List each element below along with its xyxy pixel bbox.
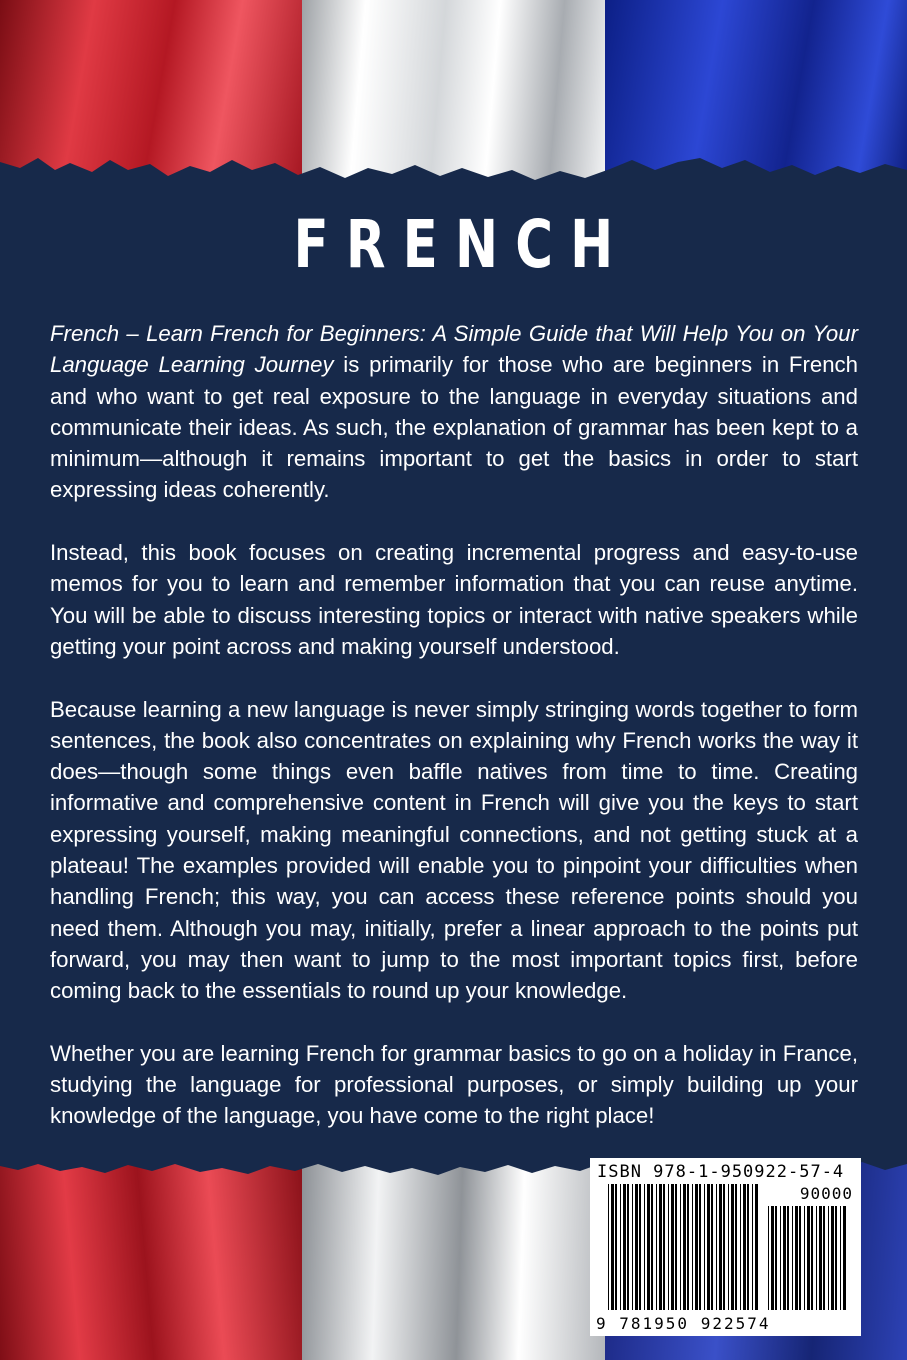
barcode-bar bbox=[728, 1184, 729, 1310]
barcode-bar bbox=[632, 1184, 633, 1310]
paragraph-1-text: is primarily for those who are beginners in French and who want to get real exposure to the language in everyday situations and communicate their ideas. As such, the explanation of grammar has been kept to a minimum—although it remains important to get the basics in order to start expressing ideas coherently. bbox=[50, 352, 858, 503]
barcode-bar bbox=[740, 1184, 741, 1310]
barcode-bar bbox=[699, 1184, 701, 1310]
barcode-bar bbox=[707, 1184, 710, 1310]
barcode-bar bbox=[799, 1206, 801, 1310]
barcode-bar bbox=[704, 1184, 705, 1310]
barcode-bar bbox=[620, 1184, 621, 1310]
barcode-bar bbox=[747, 1184, 749, 1310]
barcode-bar bbox=[787, 1206, 789, 1310]
barcode-bar bbox=[692, 1184, 693, 1310]
barcode-bar bbox=[611, 1184, 614, 1310]
barcode-bar bbox=[723, 1184, 725, 1310]
barcode-bar bbox=[623, 1184, 626, 1310]
barcode-bar bbox=[811, 1206, 813, 1310]
barcode-bar bbox=[651, 1184, 653, 1310]
barcode-bar bbox=[823, 1206, 825, 1310]
barcode-bar bbox=[807, 1206, 810, 1310]
barcode-bar bbox=[644, 1184, 645, 1310]
isbn-label: ISBN 978-1-950922-57-4 bbox=[597, 1162, 845, 1182]
back-cover-description bbox=[50, 318, 858, 1163]
barcode-bar bbox=[647, 1184, 650, 1310]
barcode-bar bbox=[735, 1184, 737, 1310]
book-full-title: French – Learn French for Beginners: A Simple Guide that Will Help You on Your Language Learning Journey bbox=[50, 321, 858, 378]
barcode-bar bbox=[835, 1206, 837, 1310]
barcode-bar bbox=[635, 1184, 638, 1310]
barcode-bar bbox=[795, 1206, 798, 1310]
paragraph-2: Instead, this book focuses on creating incremental progress and easy-to-use memos for you to learn and remember information that you can reuse anytime. You will be able to discuss interesting topics or interact with native speakers while getting your point across and making yourself understood. bbox=[50, 540, 858, 659]
book-title: FRENCH bbox=[293, 206, 631, 283]
barcode-bar bbox=[683, 1184, 686, 1310]
barcode-bar bbox=[711, 1184, 713, 1310]
paragraph-4: Whether you are learning French for grammar basics to go on a holiday in France, studying the language for professional purposes, or simply building up your knowledge of the language, you have come to the right place! bbox=[50, 1040, 858, 1129]
barcode-bar bbox=[608, 1184, 609, 1310]
paragraph-1 bbox=[50, 318, 858, 506]
barcode-bar bbox=[768, 1206, 769, 1310]
barcode-bar bbox=[831, 1206, 834, 1310]
barcode-bar bbox=[627, 1184, 629, 1310]
barcode-bar bbox=[752, 1184, 753, 1310]
torn-edge-top bbox=[0, 0, 907, 210]
barcode-bar bbox=[675, 1184, 677, 1310]
barcode-bar bbox=[743, 1184, 746, 1310]
ean-barcode-bars bbox=[608, 1184, 760, 1310]
barcode-bar bbox=[780, 1206, 781, 1310]
barcode-bar bbox=[695, 1184, 698, 1310]
barcode-bar bbox=[668, 1184, 669, 1310]
barcode-bar bbox=[659, 1184, 662, 1310]
barcode-bar bbox=[731, 1184, 734, 1310]
barcode-bar bbox=[716, 1184, 717, 1310]
barcode-bar bbox=[819, 1206, 822, 1310]
barcode-bar bbox=[687, 1184, 689, 1310]
barcode-bar bbox=[840, 1206, 841, 1310]
price-barcode-bars bbox=[768, 1206, 848, 1310]
barcode-bar bbox=[639, 1184, 641, 1310]
barcode-bar bbox=[804, 1206, 805, 1310]
barcode-bar bbox=[755, 1184, 758, 1310]
barcode-bar bbox=[792, 1206, 793, 1310]
barcode-bar bbox=[719, 1184, 722, 1310]
barcode-bar bbox=[775, 1206, 777, 1310]
barcode-bar bbox=[656, 1184, 657, 1310]
barcode-bar bbox=[615, 1184, 617, 1310]
price-code: 90000 bbox=[799, 1184, 853, 1203]
barcode-bar bbox=[783, 1206, 786, 1310]
ean-digits: 9 781950 922574 bbox=[596, 1314, 771, 1333]
barcode-bar bbox=[680, 1184, 681, 1310]
barcode-bar bbox=[671, 1184, 674, 1310]
paragraph-3: Because learning a new language is never simply stringing words together to form sentences, the book also concentrates on explaining why French works the way it does—though some things even baffle natives from time to time. Creating informative and comprehensive content in French will give you the keys to start expressing yourself, making meaningful connections, and not getting stuck at a plateau! The examples provided will enable you to pinpoint your difficulties when handling French; this way, you can access these reference points should you need them. Although you may, initially, prefer a linear approach to the points put forward, you may then want to jump to the most important topics first, before coming back to the essentials to round up your knowledge. bbox=[50, 696, 858, 1004]
barcode-bar bbox=[843, 1206, 846, 1310]
barcode-bar bbox=[816, 1206, 817, 1310]
barcode-bar bbox=[663, 1184, 665, 1310]
isbn-barcode bbox=[590, 1158, 861, 1336]
barcode-bar bbox=[828, 1206, 829, 1310]
barcode-bar bbox=[771, 1206, 774, 1310]
